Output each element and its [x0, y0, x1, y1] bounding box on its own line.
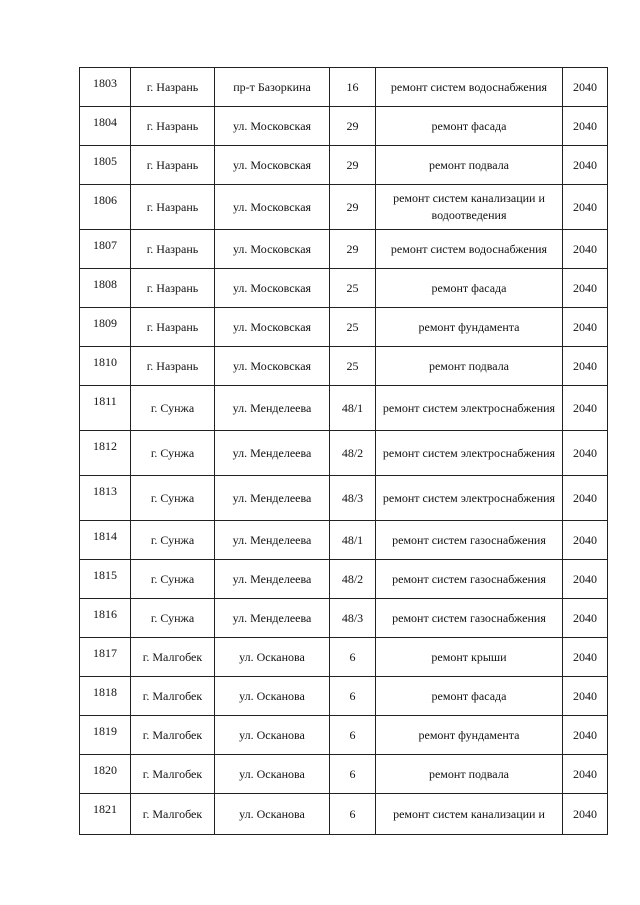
repair-register-table [79, 67, 608, 835]
house-number-cell: 48/3 [330, 476, 376, 521]
work-type-cell: ремонт систем газоснабжения [376, 560, 563, 599]
planned-year-cell: 2040 [563, 146, 608, 185]
row-number-cell: 1809 [80, 308, 131, 347]
city-cell: г. Назрань [131, 185, 215, 230]
work-type-cell: ремонт подвала [376, 347, 563, 386]
table-row [80, 560, 608, 599]
table-row [80, 386, 608, 431]
house-number-cell: 29 [330, 185, 376, 230]
table-row [80, 599, 608, 638]
table-row [80, 269, 608, 308]
planned-year-cell: 2040 [563, 431, 608, 476]
city-cell: г. Назрань [131, 269, 215, 308]
street-cell: ул. Осканова [215, 638, 330, 677]
city-cell: г. Малгобек [131, 755, 215, 794]
planned-year-cell: 2040 [563, 560, 608, 599]
street-cell: ул. Менделеева [215, 476, 330, 521]
street-cell: ул. Московская [215, 185, 330, 230]
planned-year-cell: 2040 [563, 68, 608, 107]
city-cell: г. Сунжа [131, 599, 215, 638]
street-cell: ул. Московская [215, 347, 330, 386]
row-number-cell: 1803 [80, 68, 131, 107]
city-cell: г. Сунжа [131, 431, 215, 476]
house-number-cell: 48/2 [330, 560, 376, 599]
row-number-cell: 1814 [80, 521, 131, 560]
work-type-cell: ремонт систем электроснабжения [376, 386, 563, 431]
row-number-cell: 1815 [80, 560, 131, 599]
work-type-cell: ремонт фасада [376, 107, 563, 146]
house-number-cell: 6 [330, 638, 376, 677]
planned-year-cell: 2040 [563, 230, 608, 269]
house-number-cell: 48/1 [330, 521, 376, 560]
row-number-cell: 1819 [80, 716, 131, 755]
planned-year-cell: 2040 [563, 521, 608, 560]
street-cell: ул. Осканова [215, 755, 330, 794]
work-type-cell: ремонт фасада [376, 677, 563, 716]
table-row [80, 146, 608, 185]
table-row [80, 68, 608, 107]
row-number-cell: 1807 [80, 230, 131, 269]
street-cell: ул. Московская [215, 308, 330, 347]
city-cell: г. Сунжа [131, 560, 215, 599]
table-row [80, 347, 608, 386]
planned-year-cell: 2040 [563, 386, 608, 431]
work-type-cell: ремонт фасада [376, 269, 563, 308]
work-type-cell: ремонт систем водоснабжения [376, 230, 563, 269]
row-number-cell: 1811 [80, 386, 131, 431]
planned-year-cell: 2040 [563, 599, 608, 638]
street-cell: ул. Московская [215, 107, 330, 146]
work-type-cell: ремонт фундамента [376, 308, 563, 347]
city-cell: г. Сунжа [131, 521, 215, 560]
house-number-cell: 29 [330, 230, 376, 269]
row-number-cell: 1816 [80, 599, 131, 638]
table-row [80, 230, 608, 269]
planned-year-cell: 2040 [563, 347, 608, 386]
city-cell: г. Назрань [131, 308, 215, 347]
row-number-cell: 1817 [80, 638, 131, 677]
city-cell: г. Сунжа [131, 386, 215, 431]
work-type-cell: ремонт подвала [376, 755, 563, 794]
city-cell: г. Малгобек [131, 638, 215, 677]
table-row [80, 431, 608, 476]
house-number-cell: 48/3 [330, 599, 376, 638]
table-row [80, 716, 608, 755]
work-type-cell: ремонт подвала [376, 146, 563, 185]
street-cell: ул. Менделеева [215, 521, 330, 560]
row-number-cell: 1813 [80, 476, 131, 521]
row-number-cell: 1812 [80, 431, 131, 476]
city-cell: г. Назрань [131, 230, 215, 269]
street-cell: ул. Осканова [215, 716, 330, 755]
house-number-cell: 6 [330, 794, 376, 835]
planned-year-cell: 2040 [563, 677, 608, 716]
house-number-cell: 6 [330, 755, 376, 794]
house-number-cell: 25 [330, 347, 376, 386]
street-cell: ул. Менделеева [215, 560, 330, 599]
row-number-cell: 1820 [80, 755, 131, 794]
city-cell: г. Малгобек [131, 794, 215, 835]
table-row [80, 755, 608, 794]
planned-year-cell: 2040 [563, 107, 608, 146]
row-number-cell: 1806 [80, 185, 131, 230]
row-number-cell: 1808 [80, 269, 131, 308]
table-row [80, 521, 608, 560]
house-number-cell: 25 [330, 308, 376, 347]
work-type-cell: ремонт фундамента [376, 716, 563, 755]
table-row [80, 794, 608, 835]
work-type-cell: ремонт систем электроснабжения [376, 431, 563, 476]
house-number-cell: 6 [330, 716, 376, 755]
city-cell: г. Назрань [131, 347, 215, 386]
house-number-cell: 29 [330, 146, 376, 185]
work-type-cell: ремонт крыши [376, 638, 563, 677]
planned-year-cell: 2040 [563, 476, 608, 521]
street-cell: ул. Осканова [215, 794, 330, 835]
table-row [80, 638, 608, 677]
row-number-cell: 1805 [80, 146, 131, 185]
street-cell: ул. Московская [215, 269, 330, 308]
planned-year-cell: 2040 [563, 794, 608, 835]
house-number-cell: 6 [330, 677, 376, 716]
work-type-cell: ремонт систем канализации и водоотведения [376, 185, 563, 230]
work-type-cell: ремонт систем газоснабжения [376, 521, 563, 560]
table-row [80, 107, 608, 146]
house-number-cell: 48/1 [330, 386, 376, 431]
planned-year-cell: 2040 [563, 755, 608, 794]
city-cell: г. Малгобек [131, 677, 215, 716]
city-cell: г. Сунжа [131, 476, 215, 521]
street-cell: ул. Московская [215, 230, 330, 269]
planned-year-cell: 2040 [563, 638, 608, 677]
table-row [80, 308, 608, 347]
row-number-cell: 1821 [80, 794, 131, 835]
city-cell: г. Назрань [131, 68, 215, 107]
street-cell: ул. Осканова [215, 677, 330, 716]
street-cell: пр-т Базоркина [215, 68, 330, 107]
house-number-cell: 16 [330, 68, 376, 107]
house-number-cell: 48/2 [330, 431, 376, 476]
table-row [80, 185, 608, 230]
planned-year-cell: 2040 [563, 308, 608, 347]
street-cell: ул. Менделеева [215, 386, 330, 431]
street-cell: ул. Менделеева [215, 599, 330, 638]
planned-year-cell: 2040 [563, 716, 608, 755]
table-row [80, 476, 608, 521]
street-cell: ул. Московская [215, 146, 330, 185]
city-cell: г. Назрань [131, 107, 215, 146]
row-number-cell: 1810 [80, 347, 131, 386]
row-number-cell: 1818 [80, 677, 131, 716]
city-cell: г. Малгобек [131, 716, 215, 755]
work-type-cell: ремонт систем электроснабжения [376, 476, 563, 521]
work-type-cell: ремонт систем газоснабжения [376, 599, 563, 638]
house-number-cell: 29 [330, 107, 376, 146]
street-cell: ул. Менделеева [215, 431, 330, 476]
work-type-cell: ремонт систем водоснабжения [376, 68, 563, 107]
work-type-cell: ремонт систем канализации и [376, 794, 563, 835]
row-number-cell: 1804 [80, 107, 131, 146]
planned-year-cell: 2040 [563, 269, 608, 308]
city-cell: г. Назрань [131, 146, 215, 185]
planned-year-cell: 2040 [563, 185, 608, 230]
house-number-cell: 25 [330, 269, 376, 308]
table-row [80, 677, 608, 716]
table-body [80, 68, 608, 835]
